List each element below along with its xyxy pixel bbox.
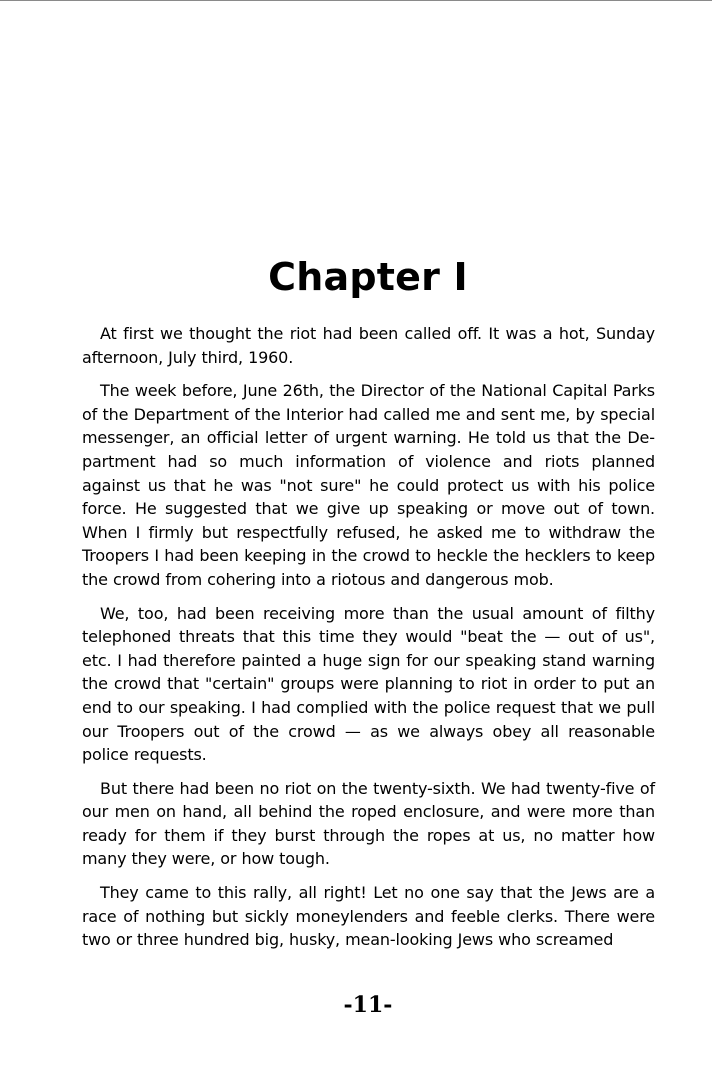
paragraph: At first we thought the riot had been called off. It was a hot, Sunday afternoon, July third, 1960. <box>82 324 655 367</box>
paragraph: We, too, had been receiving more than the usual amount of filthy telephoned threats that this time they would "beat the — out of us", etc. I had therefore painted a huge sign for our speaking stand warning the crowd that "certain" groups were planning to riot in order to put an end to our speaking. I had complied with the police request that we pull our Troopers out of the crowd — as we always obey all reasonable police requests. <box>82 603 655 765</box>
paragraph: They came to this rally, all right! Let no one say that the Jews are a race of nothing but sickly moneylenders and feeble clerks. There were two or three hundred big, husky, mean-looking Jews who screamed <box>82 883 655 950</box>
paragraph: But there had been no riot on the twenty-sixth. We had twenty-five of our men on hand, all behind the roped enclosure, and were more than ready for them if they burst through the ropes at us, no matter how many they were, or how tough. <box>82 778 655 869</box>
paragraph: The week before, June 26th, the Director of the National Capital Parks of the Department of the Interior had called me and sent me, by special messenger, an official letter of urgent warning. He told us that the Department had so much information of violence and riots planned against us that he was "not sure" he could protect us with his police force. He suggested that we give up speaking or move out of town. When I firmly but respectfully refused, he asked me to withdraw the Troopers I had been keeping in the crowd to heckle the hecklers to keep the crowd from cohering into a riotous and dangerous mob. <box>82 381 655 589</box>
page-number: -11- <box>343 992 393 1018</box>
chapter-title: Chapter I <box>268 255 468 299</box>
body-text <box>82 322 655 952</box>
top-border-line <box>0 0 712 1</box>
